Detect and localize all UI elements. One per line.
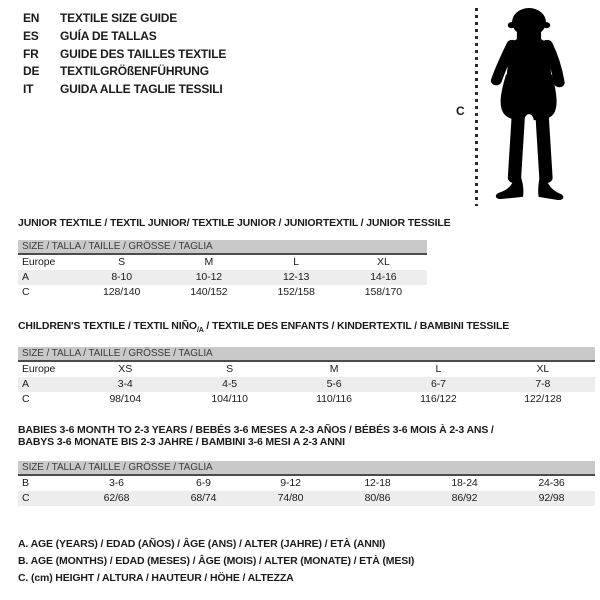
language-code: ES [23,28,39,43]
row-label: C [22,492,30,504]
size-value-cell: 18-24 [451,477,478,489]
legend-note-b: B. AGE (MONTHS) / EDAD (MESES) / ÂGE (MOIS) / ALTER (MONATE) / ETÀ (MESI) [18,555,415,567]
language-title: TEXTILE SIZE GUIDE [60,11,178,25]
size-value-cell: 8-10 [111,271,132,283]
table-row [18,285,427,300]
language-row [23,46,226,64]
size-value-cell: 12-18 [364,477,391,489]
children-title-suffix: / TEXTILE DES ENFANTS / KINDERTEXTIL / BAMBINI TESSILE [203,320,510,332]
table-row [18,362,595,377]
size-value-cell: 74/80 [277,492,304,504]
row-label: C [22,286,30,298]
language-code: IT [23,82,34,97]
junior-table-title: JUNIOR TEXTILE / TEXTIL JUNIOR/ TEXTILE JUNIOR / JUNIORTEXTIL / JUNIOR TESSILE [18,217,451,229]
table-row [18,377,595,392]
size-value-cell: 80/86 [364,492,391,504]
row-label: A [22,271,29,283]
size-value-cell: L [293,256,299,268]
language-row [23,10,226,28]
size-value-cell: 7-8 [535,378,551,390]
language-list [23,10,226,99]
table-row [18,491,595,506]
row-label: Europe [22,256,56,268]
language-title: GUIDA ALLE TAGLIE TESSILI [60,82,223,97]
size-value-cell: 110/116 [316,393,352,405]
children-title-subscript: /A [196,327,204,335]
size-value-cell: 3-6 [109,477,124,489]
size-value-cell: S [226,363,234,375]
baby-height-figure [450,4,598,210]
size-value-cell: XL [377,256,390,268]
row-label: A [22,378,29,390]
size-value-cell: 116/122 [420,393,457,405]
size-value-cell: XL [536,363,550,375]
language-row [23,81,226,99]
children-table-title [18,320,509,334]
size-value-cell: 104/110 [211,393,248,405]
babies-title-line1: BABIES 3-6 MONTH TO 2-3 YEARS / BEBÉS 3-6 MESES A 2-3 AÑOS / BÉBÉS 3-6 MOIS À 2-3 ANS / [18,424,494,436]
row-label: B [22,477,29,489]
size-value-cell: 92/98 [538,492,565,504]
size-value-cell: 122/128 [524,393,562,405]
size-value-cell: 5-6 [326,378,342,390]
size-header-bar: SIZE / TALLA / TAILLE / GRÖSSE / TAGLIA [18,347,595,362]
height-measure-line [475,8,478,206]
row-label: Europe [22,363,56,375]
row-label: C [22,393,30,405]
size-value-cell: 6-7 [430,378,446,390]
table-row [18,255,427,270]
table-row [18,392,595,407]
size-value-cell: 3-4 [117,378,133,390]
size-value-cell: 98/104 [109,393,141,405]
legend-note-a: A. AGE (YEARS) / EDAD (AÑOS) / ÂGE (ANS) / ALTER (JAHRE) / ETÀ (ANNI) [18,538,386,550]
size-value-cell: XS [118,363,133,375]
size-header-bar: SIZE / TALLA / TAILLE / GRÖSSE / TAGLIA [18,461,595,476]
language-title: GUIDE DES TAILLES TEXTILE [60,46,227,61]
size-value-cell: 152/158 [277,286,315,298]
size-value-cell: 158/170 [364,286,402,298]
size-value-cell: L [435,363,442,375]
size-value-cell: 9-12 [280,477,301,489]
children-size-table [18,347,595,407]
table-row [18,270,427,285]
language-row [23,28,226,46]
size-value-cell: 12-13 [282,271,310,283]
size-value-cell: 14-16 [370,271,397,283]
language-code: DE [23,64,40,79]
table-row [18,476,595,491]
size-value-cell: 68/74 [190,492,217,504]
size-value-cell: M [329,363,339,375]
language-title: TEXTILGRÖßENFÜHRUNG [60,64,209,79]
legend-note-c: C. (cm) HEIGHT / ALTURA / HAUTEUR / HÖHE / ALTEZZA [18,572,294,584]
children-title-prefix: CHILDREN'S TEXTILE / TEXTIL NIÑO [18,320,197,332]
babies-size-table [18,461,595,506]
size-value-cell: 128/140 [102,286,141,298]
language-row [23,63,226,81]
size-value-cell: S [118,256,126,268]
height-measure-label: C [456,104,465,118]
junior-size-table [18,240,427,300]
babies-table-title [18,424,494,448]
language-code: FR [23,46,39,61]
babies-title-line2: BABYS 3-6 MONATE BIS 2-3 JAHRE / BAMBINI 3-6 MESI A 2-3 ANNI [18,436,345,448]
size-value-cell: 4-5 [222,378,238,390]
legend-notes [18,536,414,587]
size-value-cell: M [204,256,214,268]
language-code: EN [23,11,40,25]
size-value-cell: 86/92 [451,492,478,504]
language-title: GUÍA DE TALLAS [60,28,157,43]
size-value-cell: 140/152 [190,286,228,298]
size-header-bar: SIZE / TALLA / TAILLE / GRÖSSE / TAGLIA [18,240,427,255]
size-value-cell: 6-9 [196,477,211,489]
size-value-cell: 10-12 [195,271,223,283]
size-value-cell: 24-36 [538,477,565,489]
size-value-cell: 62/68 [103,492,130,504]
baby-silhouette-icon [483,6,575,208]
